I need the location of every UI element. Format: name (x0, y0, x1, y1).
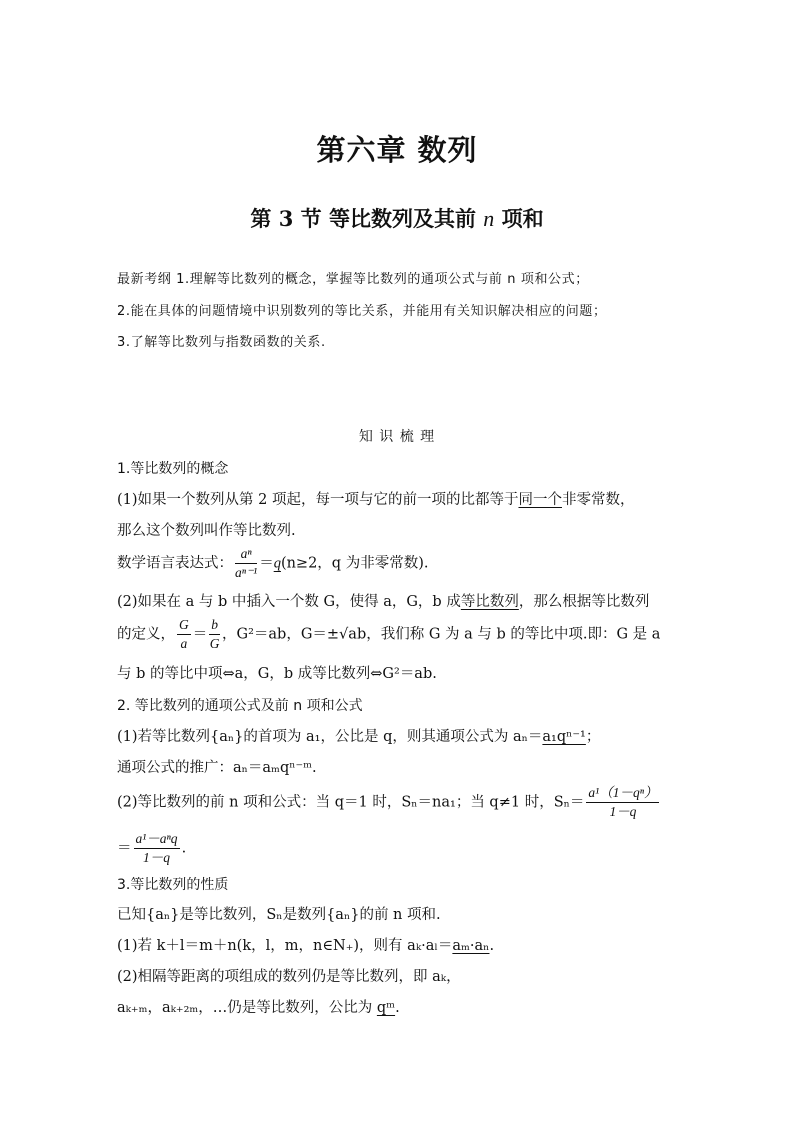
s1-p1-text-b: 非零常数， (561, 492, 635, 508)
s1-p4-text-a: (2)如果在 a 与 b 中插入一个数 G，使得 a，G，b 成 (117, 594, 461, 610)
section-title-n: n (483, 206, 495, 231)
fraction-sum-2-denominator: 1－q (143, 850, 171, 865)
s3-p2-text-a: (1)若 k＋l＝m＋n(k，l，m，n∈N₊)，则有 aₖ·aₗ＝ (117, 938, 453, 954)
fraction-sum-1-denominator: 1－q (609, 804, 637, 819)
fraction-g-over-a-numerator: G (177, 616, 191, 635)
section-2-heading: 2. 等比数列的通项公式及前 n 项和公式 (117, 698, 363, 714)
s1-p3-equals: ＝ (259, 555, 274, 572)
fraction-sum-formula-2 (134, 830, 180, 867)
s2-paragraph-2: 通项公式的推广：aₙ＝aₘqⁿ⁻ᵐ. (117, 760, 317, 776)
s3-paragraph-1: 已知{aₙ}是等比数列，Sₙ是数列{aₙ}的前 n 项和. (117, 907, 441, 923)
section-3-heading: 3.等比数列的性质 (117, 877, 229, 893)
fraction-sum-2-numerator: a¹－aⁿq (134, 830, 180, 849)
fraction-b-over-g (209, 616, 220, 653)
s1-p1-underlined: 同一个 (518, 492, 562, 508)
fraction-ratio-numerator: aⁿ (235, 545, 257, 564)
s3-p2-underlined: aₘ·aₙ (452, 938, 490, 954)
s1-paragraph-5 (117, 616, 660, 653)
s1-p5-text-b: ，G²＝ab，G＝±√ab，我们称 G 为 a 与 b 的等比中项.即：G 是 a (222, 626, 661, 643)
s3-p4-underlined: qᵐ (376, 1000, 396, 1016)
fraction-b-over-g-denominator: G (209, 636, 220, 651)
section-1-heading: 1.等比数列的概念 (117, 461, 229, 477)
fraction-b-over-g-numerator: b (209, 616, 220, 635)
fraction-ratio (235, 545, 257, 582)
s1-p5-equals: ＝ (192, 626, 208, 643)
s1-p3-text-b: (n≥2，q 为非零常数). (280, 555, 429, 572)
section-title (0, 203, 794, 233)
knowledge-heading: 知 识 梳 理 (358, 429, 436, 445)
s3-paragraph-3: (2)相隔等距离的项组成的数列仍是等比数列，即 aₖ， (117, 969, 461, 985)
outline-line-1: 最新考纲 1.理解等比数列的概念，掌握等比数列的通项公式与前 n 项和公式； (117, 272, 589, 287)
s3-p2-text-b: . (489, 938, 495, 954)
outline-line-3: 3.了解等比数列与指数函数的关系. (117, 335, 326, 350)
s3-paragraph-4 (117, 998, 400, 1018)
fraction-ratio-denominator: aⁿ⁻¹ (235, 565, 258, 580)
s2-p4-end: . (181, 840, 187, 857)
s3-p4-text-b: . (395, 1000, 400, 1016)
s2-p1-underlined: a₁qⁿ⁻¹ (542, 729, 586, 745)
section-title-suffix: 项和 (494, 206, 544, 231)
fraction-g-over-a (177, 616, 191, 653)
outline-line-2: 2.能在具体的问题情境中识别数列的等比关系，并能用有关知识解决相应的问题； (117, 304, 607, 319)
s2-p1-text-b: ； (585, 729, 601, 745)
s1-paragraph-4 (117, 592, 649, 612)
section-title-prefix: 第 3 节 等比数列及其前 (250, 206, 484, 231)
s1-p4-underlined: 等比数列 (460, 594, 519, 610)
s3-paragraph-2 (117, 936, 494, 956)
s1-p4-text-b: ，那么根据等比数列 (518, 594, 650, 610)
s1-paragraph-2: 那么这个数列叫作等比数列. (117, 523, 296, 539)
s1-p1-text-a: (1)如果一个数列从第 2 项起，每一项与它的前一项的比都等于 (117, 492, 519, 508)
s1-p3-underlined: q (273, 555, 281, 572)
chapter-title: 第六章 数列 (316, 133, 478, 167)
s1-paragraph-1 (117, 490, 634, 510)
fraction-g-over-a-denominator: a (180, 636, 188, 651)
s1-formula-line (117, 545, 428, 582)
s2-p4-equals: ＝ (117, 840, 132, 857)
fraction-sum-formula-1 (586, 784, 659, 821)
s2-p3-text-a: (2)等比数列的前 n 项和公式：当 q＝1 时，Sₙ＝na₁；当 q≠1 时，Sₙ＝ (117, 794, 585, 811)
s2-paragraph-1 (117, 727, 600, 747)
s1-paragraph-6: 与 b 的等比中项⇔a，G，b 成等比数列⇔G²＝ab. (117, 666, 437, 682)
s1-p5-text-a: 的定义， (117, 626, 175, 643)
s1-p3-text-a: 数学语言表达式： (117, 555, 233, 572)
s2-p1-text-a: (1)若等比数列{aₙ}的首项为 a₁，公比是 q，则其通项公式为 aₙ＝ (117, 729, 543, 745)
s3-p4-text-a: aₖ₊ₘ，aₖ₊₂ₘ，…仍是等比数列，公比为 (117, 1000, 377, 1016)
s2-paragraph-3 (117, 784, 661, 821)
s2-paragraph-4 (117, 830, 186, 867)
fraction-sum-1-numerator: a¹（1－qⁿ） (586, 784, 659, 803)
